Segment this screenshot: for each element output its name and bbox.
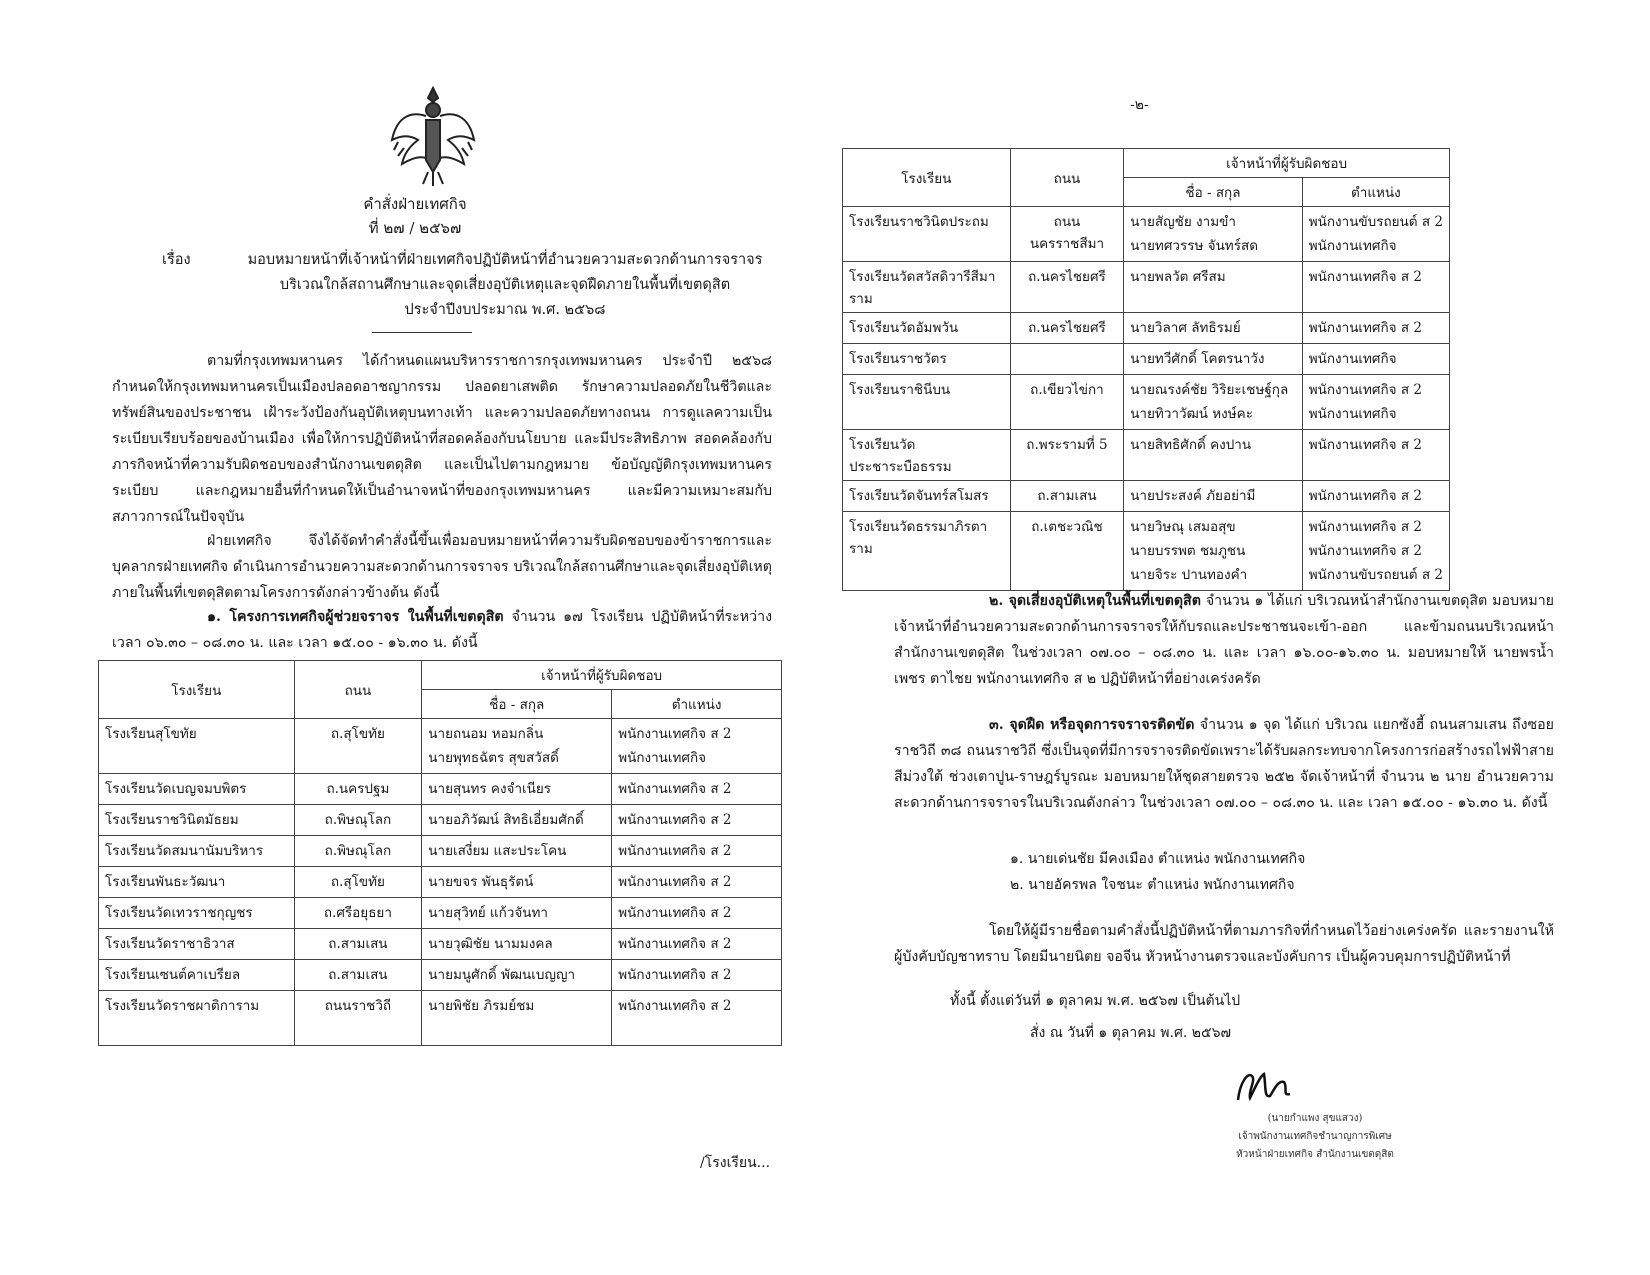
- cell-road: ถ.สุโขทัย: [294, 719, 422, 774]
- cell-names: [422, 805, 612, 836]
- cell-road: ถ.ศรีอยุธยา: [294, 898, 422, 929]
- item-two-heading: ๒. จุดเสี่ยงอุบัติเหตุในพื้นที่เขตดุสิต: [989, 593, 1201, 609]
- officer-position: พนักงานเทศกิจ ส 2: [618, 967, 732, 983]
- paragraph-text: ฝ่ายเทศกิจ จึงได้จัดทำคำสั่งนี้ขึ้นเพื่อมอบหมายหน้าที่ความรับผิดชอบของข้าราชการและบุคลากรฝ่ายเทศกิจ ดำเนินการอำนวยความสะดวกด้านการจราจร บริเวณใกล้สถานศึกษาและจุดเสี่ยงอุบัติเหตุภายในพื้นที่เขตดุสิตตามโครงการดังกล่าวข้างต้น ดังนี้: [112, 533, 772, 601]
- cell-names: [1124, 375, 1303, 430]
- cell-names: [1124, 262, 1303, 313]
- officer-position: พนักงานขับรถยนต์ ส 2: [1308, 567, 1443, 583]
- staff-line: ๒. นายอัครพล ใจชนะ ตำแหน่ง พนักงานเทศกิจ: [1010, 877, 1295, 893]
- officer-name: นายพิชัย ภิรมย์ชม: [428, 998, 535, 1014]
- officer-name: นายสุวิทย์ แก้วจันทา: [428, 905, 549, 921]
- cell-road: ถ.เขียวไข่กา: [1010, 375, 1123, 430]
- signer-title: หัวหน้าฝ่ายเทศกิจ สำนักงานเขตดุสิต: [1236, 1149, 1394, 1160]
- cell-road: ถ.สุโขทัย: [294, 867, 422, 898]
- officer-position: พนักงานเทศกิจ ส 2: [618, 998, 732, 1014]
- continuation-marker: /โรงเรียน...: [700, 1155, 771, 1171]
- cell-school: โรงเรียนวัดจันทร์สโมสร: [843, 481, 1011, 512]
- header-officer-group: เจ้าหน้าที่ผู้รับผิดชอบ: [1124, 149, 1450, 178]
- table-row: [99, 774, 782, 805]
- table-row: [843, 313, 1450, 344]
- cell-road: ถนนนครราชสีมา: [1010, 207, 1123, 262]
- table-row: [99, 960, 782, 991]
- officer-name: นายอภิวัฒน์ สิทธิเอี่ยมศักดิ์: [428, 812, 584, 828]
- closing-paragraph: [894, 918, 1554, 970]
- officer-position: พนักงานเทศกิจ ส 2: [618, 726, 732, 742]
- item-one: [112, 604, 772, 656]
- cell-positions: [612, 929, 782, 960]
- ordered-date: สั่ง ณ วันที่ ๑ ตุลาคม พ.ศ. ๒๕๖๗: [1030, 1025, 1231, 1041]
- cell-positions: [1302, 344, 1449, 375]
- item-two-text: จำนวน ๑ ได้แก่ บริเวณหน้าสำนักงานเขตดุสิต มอบหมายเจ้าหน้าที่อำนวยความสะดวกด้านการจราจรให้กับรถและประชาชนจะเข้า-ออก และข้ามถนนบริเวณหน้าสำนักงานเขตดุสิต ในช่วงเวลา ๐๗.๐๐ – ๐๘.๓๐ น. และ เวลา ๑๖.๐๐-๑๖.๓๐ น. มอบหมายให้ นายพรน้ำเพชร ตาไชย พนักงานเทศกิจ ส ๒ ปฏิบัติหน้าที่อย่างเคร่งครัด: [894, 593, 1554, 687]
- cell-positions: [1302, 262, 1449, 313]
- cell-school: โรงเรียนวัดธรรมาภิรตาราม: [843, 512, 1011, 591]
- cell-road: ถ.นครไชยศรี: [1010, 313, 1123, 344]
- item-one-heading: ๑. โครงการเทศกิจผู้ช่วยจราจร ในพื้นที่เขตดุสิต: [207, 609, 504, 625]
- officer-name: นายขจร พันธุรัตน์: [428, 874, 534, 890]
- item-three: [894, 712, 1554, 816]
- officer-name: นายทิวาวัฒน์ หงษ์คะ: [1130, 406, 1253, 422]
- table-row: [99, 719, 782, 774]
- officer-name: นายวิษณุ เสมอสุข: [1130, 519, 1236, 535]
- officer-position: พนักงานเทศกิจ: [1308, 238, 1397, 254]
- cell-road: ถ.สามเสน: [294, 960, 422, 991]
- cell-positions: [612, 836, 782, 867]
- header-name: ชื่อ - สกุล: [1124, 178, 1303, 207]
- officer-name: นายมนูศักดิ์ พัฒนเบญญา: [428, 967, 576, 983]
- officer-name: นายประสงค์ ภัยอย่ามี: [1130, 488, 1256, 504]
- signature-icon: [1230, 1062, 1300, 1110]
- staff-line: ๑. นายเด่นชัย มีคงเมือง ตำแหน่ง พนักงานเทศกิจ: [1010, 851, 1306, 867]
- cell-names: [1124, 344, 1303, 375]
- order-title: คำสั่งฝ่ายเทศกิจ: [363, 195, 467, 213]
- cell-positions: [612, 805, 782, 836]
- table-row: [99, 836, 782, 867]
- paragraph-background: [112, 348, 772, 530]
- cell-road: ถ.นครปฐม: [294, 774, 422, 805]
- cell-road: ถ.สามเสน: [1010, 481, 1123, 512]
- cell-positions: [1302, 313, 1449, 344]
- table-row: [99, 991, 782, 1046]
- officer-name: นายทศวรรษ จันทร์สด: [1130, 238, 1258, 254]
- table-row: [843, 344, 1450, 375]
- cell-school: โรงเรียนราชวัตร: [843, 344, 1011, 375]
- paragraph-text: ตามที่กรุงเทพมหานคร ได้กำหนดแผนบริหารราชการกรุงเทพมหานคร ประจำปี ๒๕๖๘ กำหนดให้กรุงเทพมหานครเป็นเมืองปลอดอาชญากรรม ปลอดยาเสพติด รักษาความปลอดภัยในชีวิตและทรัพย์สินของประชาชน เฝ้าระวังป้องกันอุบัติเหตุบนทางเท้า และความปลอดภัยทางถนน การดูแลความเป็นระเบียบเรียบร้อยของบ้านเมือง เพื่อให้การปฏิบัติหน้าที่สอดคล้องกับนโยบาย และมีประสิทธิภาพ สอดคล้องกับภารกิจหน้าที่ความรับผิดชอบของสำนักงานเขตดุสิต และเป็นไปตามกฎหมาย ข้อบัญญัติกรุงเทพมหานคร ระเบียบ และกฎหมายอื่นที่กำหนดให้เป็นอำนาจหน้าที่ของกรุงเทพมหานคร และมีความเหมาะสมกับสภาวการณ์ในปัจจุบัน: [112, 353, 772, 525]
- cell-positions: [1302, 375, 1449, 430]
- officer-name: นายสัญชัย งามขำ: [1130, 214, 1236, 230]
- cell-school: โรงเรียนวัดเทวราชกุญชร: [99, 898, 295, 929]
- cell-positions: [612, 774, 782, 805]
- divider: [372, 332, 472, 333]
- item-three-text: จำนวน ๑ จุด ได้แก่ บริเวณ แยกซังฮี้ ถนนสามเสน ถึงซอยราชวิถี ๓๘ ถนนราชวิถี ซึ่งเป็นจุดที่มีการจราจรติดขัดเพราะได้รับผลกระทบจากโครงการก่อสร้างรถไฟฟ้าสายสีม่วงใต้ ช่วงเตาปูน-ราษฎร์บูรณะ มอบหมายให้ชุดสายตรวจ ๒๕๒ จัดเจ้าหน้าที่ จำนวน ๒ นาย อำนวยความสะดวกด้านการจราจรในบริเวณดังกล่าว ในช่วงเวลา ๐๗.๐๐ – ๐๘.๓๐ น. และ เวลา ๑๕.๐๐ - ๑๖.๓๐ น. ดังนี้: [894, 717, 1554, 811]
- cell-school: โรงเรียนเซนต์คาเบรียล: [99, 960, 295, 991]
- cell-names: [1124, 430, 1303, 481]
- officer-position: พนักงานเทศกิจ ส 2: [1308, 437, 1422, 453]
- header-officer-group: เจ้าหน้าที่ผู้รับผิดชอบ: [422, 661, 782, 690]
- cell-school: โรงเรียนสุโขทัย: [99, 719, 295, 774]
- table-row: [843, 207, 1450, 262]
- cell-road: ถ.พิษณุโลก: [294, 805, 422, 836]
- officer-position: พนักงานเทศกิจ ส 2: [618, 781, 732, 797]
- cell-positions: [612, 867, 782, 898]
- officer-position: พนักงานเทศกิจ ส 2: [618, 812, 732, 828]
- paragraph-purpose: [112, 528, 772, 606]
- officer-name: นายจิระ ปานทองคำ: [1130, 567, 1248, 583]
- officer-name: นายวิลาศ ลัทธิรมย์: [1130, 320, 1241, 336]
- cell-road: ถ.พระรามที่ 5: [1010, 430, 1123, 481]
- subject-line: บริเวณใกล้สถานศึกษาและจุดเสี่ยงอุบัติเหตุและจุดฝืดภายในพื้นที่เขตดุสิต: [279, 277, 731, 293]
- cell-school: โรงเรียนราชวินิตมัธยม: [99, 805, 295, 836]
- table-row: [99, 929, 782, 960]
- cell-road: ถ.นครไชยศรี: [1010, 262, 1123, 313]
- duty-table-continued: [842, 148, 1450, 591]
- cell-positions: [1302, 207, 1449, 262]
- officer-position: พนักงานเทศกิจ: [1308, 351, 1397, 367]
- officer-position: พนักงานเทศกิจ ส 2: [1308, 488, 1422, 504]
- cell-names: [422, 929, 612, 960]
- header-position: ตำแหน่ง: [612, 690, 782, 719]
- cell-school: โรงเรียนวัดราชาธิวาส: [99, 929, 295, 960]
- effective-date: ทั้งนี้ ตั้งแต่วันที่ ๑ ตุลาคม พ.ศ. ๒๕๖๗ เป็นต้นไป: [950, 993, 1241, 1009]
- officer-position: พนักงานเทศกิจ ส 2: [618, 874, 732, 890]
- cell-positions: [612, 898, 782, 929]
- signer-name: (นายกำแพง สุขแสวง): [1267, 1113, 1363, 1124]
- officer-position: พนักงานเทศกิจ ส 2: [618, 905, 732, 921]
- officer-position: พนักงานเทศกิจ ส 2: [1308, 382, 1422, 398]
- cell-school: โรงเรียนวัดราชผาติการาม: [99, 991, 295, 1046]
- table-row: [843, 481, 1450, 512]
- cell-road: ถ.เตชะวณิช: [1010, 512, 1123, 591]
- officer-name: นายบรรพต ชมภูชน: [1130, 543, 1246, 559]
- item-one-text: จำนวน ๑๗ โรงเรียน ปฏิบัติหน้าที่ระหว่าง เวลา ๐๖.๓๐ – ๐๘.๓๐ น. และ เวลา ๑๕.๐๐ - ๑๖.๓๐ น. ดังนี้: [112, 609, 772, 651]
- cell-names: [422, 867, 612, 898]
- table-row: [99, 867, 782, 898]
- cell-names: [1124, 481, 1303, 512]
- officer-name: นายพลวัต ศรีสม: [1130, 269, 1226, 285]
- cell-positions: [1302, 481, 1449, 512]
- cell-names: [422, 898, 612, 929]
- duty-table: [98, 660, 782, 1046]
- header-position: ตำแหน่ง: [1302, 178, 1449, 207]
- cell-school: โรงเรียนวัดอัมพวัน: [843, 313, 1011, 344]
- officer-position: พนักงานเทศกิจ ส 2: [1308, 269, 1422, 285]
- officer-position: พนักงานเทศกิจ ส 2: [618, 936, 732, 952]
- cell-positions: [612, 991, 782, 1046]
- cell-school: โรงเรียนวัดประชาระบือธรรม: [843, 430, 1011, 481]
- closing-text: โดยให้ผู้มีรายชื่อตามคำสั่งนี้ปฏิบัติหน้าที่ตามภารกิจที่กำหนดไว้อย่างเคร่งครัด และรายงานให้ผู้บังคับบัญชาทราบ โดยมีนายนิตย จอจีน หัวหน้างานตรวจและบังคับการ เป็นผู้ควบคุมการปฏิบัติหน้าที่: [894, 923, 1554, 965]
- subject-line: ประจำปีงบประมาณ พ.ศ. ๒๕๖๘: [404, 302, 606, 318]
- cell-names: [1124, 313, 1303, 344]
- item-two: [894, 588, 1554, 692]
- cell-names: [422, 991, 612, 1046]
- table-row: [843, 430, 1450, 481]
- officer-position: พนักงานขับรถยนต์ ส 2: [1308, 214, 1443, 230]
- item-three-heading: ๓. จุดฝืด หรือจุดการจราจรติดขัด: [989, 717, 1195, 733]
- order-number: ที่ ๒๗ / ๒๕๖๗: [368, 219, 462, 237]
- cell-school: โรงเรียนราชินีบน: [843, 375, 1011, 430]
- cell-school: โรงเรียนวัดสมนานัมบริหาร: [99, 836, 295, 867]
- page-number: -๒-: [1130, 97, 1149, 113]
- cell-names: [422, 836, 612, 867]
- cell-road: ถ.พิษณุโลก: [294, 836, 422, 867]
- cell-positions: [612, 960, 782, 991]
- signer-title: เจ้าพนักงานเทศกิจชำนาญการพิเศษ: [1238, 1131, 1392, 1142]
- header-school: โรงเรียน: [843, 149, 1011, 207]
- table-row: [843, 375, 1450, 430]
- header-road: ถนน: [1010, 149, 1123, 207]
- table-row: [843, 262, 1450, 313]
- cell-positions: [1302, 512, 1449, 591]
- cell-school: โรงเรียนวัดเบญจมบพิตร: [99, 774, 295, 805]
- officer-name: นายทวีศักดิ์ โคตรนาวัง: [1130, 351, 1265, 367]
- cell-names: [422, 719, 612, 774]
- officer-name: นายเสงี่ยม แสะประโคน: [428, 843, 567, 859]
- officer-position: พนักงานเทศกิจ ส 2: [618, 843, 732, 859]
- cell-road: [1010, 344, 1123, 375]
- officer-position: พนักงานเทศกิจ ส 2: [1308, 543, 1422, 559]
- cell-school: โรงเรียนราชวินิตประถม: [843, 207, 1011, 262]
- garuda-emblem: [388, 80, 478, 190]
- table-row: [99, 805, 782, 836]
- table-row: [843, 512, 1450, 591]
- subject-line: มอบหมายหน้าที่เจ้าหน้าที่ฝ่ายเทศกิจปฏิบัติหน้าที่อำนวยความสะดวกด้านการจราจร: [247, 252, 763, 268]
- subject-label: เรื่อง: [162, 252, 191, 268]
- cell-positions: [612, 719, 782, 774]
- header-road: ถนน: [294, 661, 422, 719]
- officer-name: นายสุนทร คงจำเนียร: [428, 781, 552, 797]
- table-row: [99, 898, 782, 929]
- officer-name: นายสิทธิศักดิ์ คงปาน: [1130, 437, 1252, 453]
- cell-names: [422, 774, 612, 805]
- officer-name: นายถนอม หอมกลิ่น: [428, 726, 544, 742]
- subject-text: [210, 248, 800, 323]
- officer-position: พนักงานเทศกิจ: [1308, 406, 1397, 422]
- officer-name: นายวุฒิชัย นามมงคล: [428, 936, 553, 952]
- officer-position: พนักงานเทศกิจ ส 2: [1308, 320, 1422, 336]
- officer-position: พนักงานเทศกิจ: [618, 750, 707, 766]
- page-two: [830, 0, 1650, 1275]
- cell-names: [1124, 512, 1303, 591]
- officer-position: พนักงานเทศกิจ ส 2: [1308, 519, 1422, 535]
- cell-positions: [1302, 430, 1449, 481]
- officer-name: นายณรงค์ชัย วิริยะเชษฐ์กุล: [1130, 382, 1289, 398]
- header-name: ชื่อ - สกุล: [422, 690, 612, 719]
- cell-road: ถนนราชวิถี: [294, 991, 422, 1046]
- officer-name: นายพุทธฉัตร สุขสวัสดิ์: [428, 750, 559, 766]
- cell-road: ถ.สามเสน: [294, 929, 422, 960]
- header-school: โรงเรียน: [99, 661, 295, 719]
- cell-names: [1124, 207, 1303, 262]
- cell-names: [422, 960, 612, 991]
- cell-school: โรงเรียนพันธะวัฒนา: [99, 867, 295, 898]
- cell-school: โรงเรียนวัดสวัสดิวารีสีมาราม: [843, 262, 1011, 313]
